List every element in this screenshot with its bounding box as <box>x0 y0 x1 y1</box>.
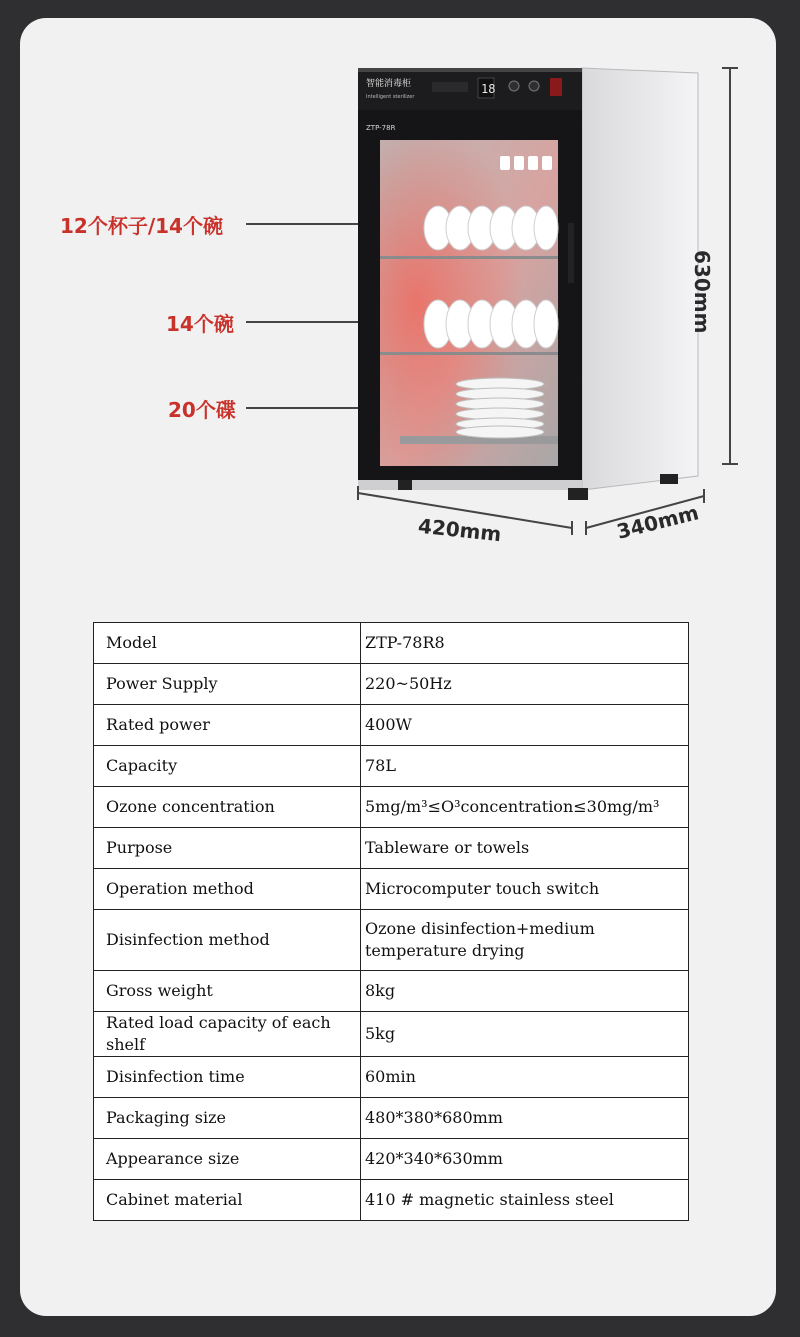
spec-value: 420*340*630mm <box>361 1139 689 1180</box>
table-row <box>94 746 689 787</box>
spec-value: Tableware or towels <box>361 828 689 869</box>
table-row <box>94 787 689 828</box>
control-panel <box>358 68 582 110</box>
foot-icon <box>398 480 412 490</box>
spec-value: 60min <box>361 1057 689 1098</box>
panel-title-en: Intelligent sterilizer <box>366 94 415 100</box>
spec-value: 78L <box>361 746 689 787</box>
cabinet-side-panel <box>582 68 698 490</box>
table-row <box>94 828 689 869</box>
foot-icon <box>568 488 588 500</box>
table-row <box>94 1139 689 1180</box>
spec-label: Power Supply <box>94 664 361 705</box>
spec-value: ZTP-78R8 <box>361 623 689 664</box>
spec-label: Purpose <box>94 828 361 869</box>
spec-label: Rated load capacity of each shelf <box>94 1012 361 1057</box>
spec-value: 5kg <box>361 1012 689 1057</box>
spec-label: Ozone concentration <box>94 787 361 828</box>
dimension-depth: 340mm <box>614 500 702 544</box>
spec-value: Ozone disinfection+medium temperature drying <box>361 910 689 971</box>
dimension-width: 420mm <box>416 513 503 547</box>
panel-button-icon <box>509 81 519 91</box>
spec-value: 480*380*680mm <box>361 1098 689 1139</box>
spec-label: Capacity <box>94 746 361 787</box>
table-row <box>94 971 689 1012</box>
table-row <box>94 1057 689 1098</box>
spec-value: 5mg/m³≤O³concentration≤30mg/m³ <box>361 787 689 828</box>
table-row <box>94 623 689 664</box>
spec-value: 220~50Hz <box>361 664 689 705</box>
table-row <box>94 910 689 971</box>
callout-top-shelf: 12个杯子/14个碗 <box>60 214 223 238</box>
spec-value: 8kg <box>361 971 689 1012</box>
table-row <box>94 664 689 705</box>
spec-label: Operation method <box>94 869 361 910</box>
table-row <box>94 869 689 910</box>
power-indicator-icon <box>550 78 562 96</box>
product-illustration <box>20 18 776 608</box>
panel-title-cn: 智能消毒柜 <box>366 79 412 89</box>
panel-digits: 18 <box>481 82 496 96</box>
dimension-height: 630mm <box>690 250 714 334</box>
spec-value: Microcomputer touch switch <box>361 869 689 910</box>
table-row <box>94 705 689 746</box>
spec-label: Gross weight <box>94 971 361 1012</box>
bowls-middle-shelf <box>424 300 558 348</box>
foot-icon <box>660 474 678 484</box>
spec-label: Disinfection method <box>94 910 361 971</box>
spec-label: Cabinet material <box>94 1180 361 1221</box>
callout-bottom-shelf: 20个碟 <box>168 398 236 422</box>
plates-stack <box>456 378 544 438</box>
spec-label: Model <box>94 623 361 664</box>
spec-value: 410 # magnetic stainless steel <box>361 1180 689 1221</box>
spec-label: Disinfection time <box>94 1057 361 1098</box>
spec-label: Rated power <box>94 705 361 746</box>
product-card <box>20 18 776 1316</box>
spec-table <box>93 622 689 1221</box>
spec-label: Packaging size <box>94 1098 361 1139</box>
spec-label: Appearance size <box>94 1139 361 1180</box>
spec-value: 400W <box>361 705 689 746</box>
table-row <box>94 1012 689 1057</box>
table-row <box>94 1098 689 1139</box>
table-row <box>94 1180 689 1221</box>
callout-middle-shelf: 14个碗 <box>166 312 234 336</box>
bowls-top-shelf <box>424 206 558 250</box>
panel-button-icon <box>529 81 539 91</box>
door-handle-icon <box>568 223 574 283</box>
door-model-tag: ZTP-78R <box>366 124 396 132</box>
